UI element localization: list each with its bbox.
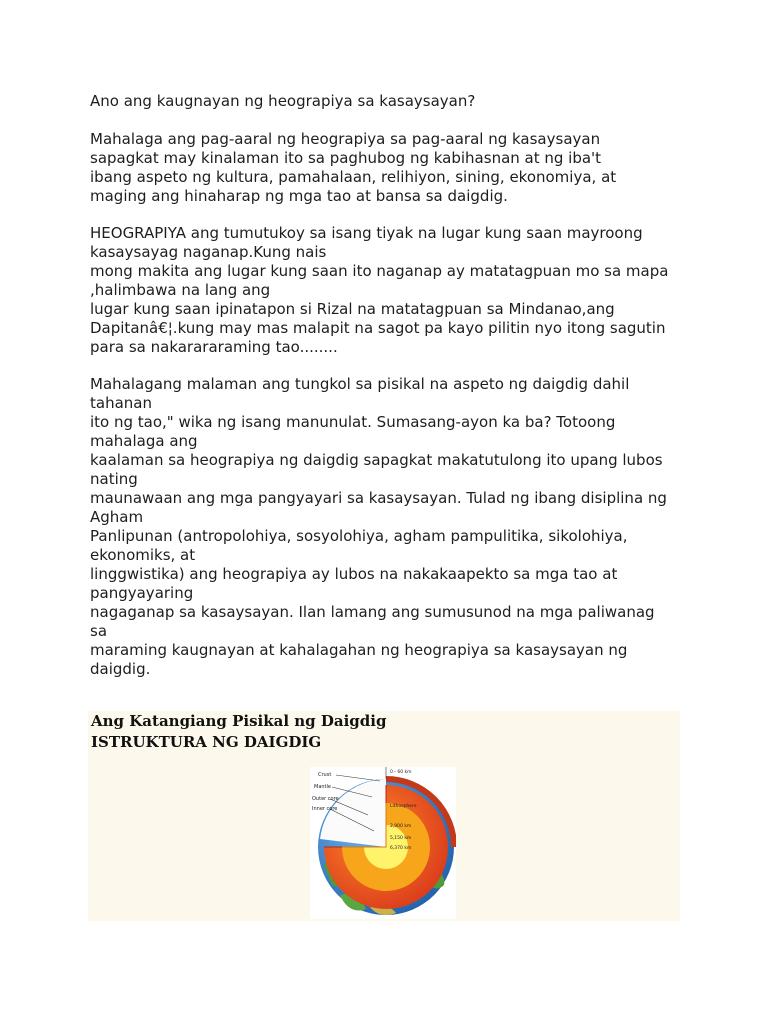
earth-cross-section-image xyxy=(310,767,456,919)
label-depth-outer: 2,900 km xyxy=(390,824,412,829)
paragraph-physical-aspect xyxy=(90,375,680,679)
earth-structure-figure xyxy=(88,711,680,921)
label-depth-crust: 0 - 60 km xyxy=(390,770,412,775)
text-line: mong makita ang lugar kung saan ito naganap ay matatagpuan mo sa mapa xyxy=(90,262,669,280)
text-line: mahalaga ang xyxy=(90,432,198,450)
figure-title: Ang Katangiang Pisikal ng Daigdig xyxy=(91,712,387,730)
text-line: tahanan xyxy=(90,394,152,412)
text-line: maunawaan ang mga pangyayari sa kasaysayan. Tulad ng ibang disiplina ng xyxy=(90,489,667,507)
text-line: ito ng tao," wika ng isang manunulat. Sumasang-ayon ka ba? Totoong xyxy=(90,413,616,431)
text-line: Mahalagang malaman ang tungkol sa pisikal na aspeto ng daigdig dahil xyxy=(90,375,630,393)
label-crust: Crust xyxy=(318,772,332,778)
figure-subtitle: ISTRUKTURA NG DAIGDIG xyxy=(91,733,322,751)
text-line: lugar kung saan ipinatapon si Rizal na matatagpuan sa Mindanao,ang xyxy=(90,300,615,318)
label-outer-core: Outer core xyxy=(312,796,339,802)
text-line: linggwistika) ang heograpiya ay lubos na nakakaapekto sa mga tao at xyxy=(90,565,618,583)
label-depth-inner: 5,150 km xyxy=(390,836,412,841)
label-depth-center: 6,370 km xyxy=(390,846,412,851)
text-line: Mahalaga ang pag-aaral ng heograpiya sa pag-aaral ng kasaysayan xyxy=(90,130,601,148)
text-line: Dapitanâ€¦.kung may mas malapit na sagot pa kayo pilitin nyo itong sagutin xyxy=(90,319,666,337)
text-line: maging ang hinaharap ng mga tao at bansa sa daigdig. xyxy=(90,187,508,205)
label-depth-mantle: Lithosphere xyxy=(390,804,417,809)
text-line: para sa nakarararaming tao........ xyxy=(90,338,338,356)
text-line: kasaysayag naganap.Kung nais xyxy=(90,243,327,261)
text-line: Agham xyxy=(90,508,144,526)
paragraph-importance xyxy=(90,130,680,206)
text-line: ekonomiks, at xyxy=(90,546,196,564)
text-line: ,halimbawa na lang ang xyxy=(90,281,271,299)
text-line: sapagkat may kinalaman ito sa paghubog ng kabihasnan at ng iba't xyxy=(90,149,602,167)
text-line: kaalaman sa heograpiya ng daigdig sapagkat makatutulong ito upang lubos xyxy=(90,451,663,469)
earth-cross-section-icon xyxy=(310,767,456,919)
text-line: nagaganap sa kasaysayan. Ilan lamang ang sumusunod na mga paliwanag xyxy=(90,603,655,621)
label-mantle: Mantle xyxy=(314,784,331,790)
text-line: HEOGRAPIYA ang tumutukoy sa isang tiyak na lugar kung saan mayroong xyxy=(90,224,643,242)
text-line: maraming kaugnayan at kahalagahan ng heograpiya sa kasaysayan ng xyxy=(90,641,628,659)
label-inner-core: Inner core xyxy=(312,806,338,812)
text-line: sa xyxy=(90,622,108,640)
text-line: pangyayaring xyxy=(90,584,194,602)
text-line: daigdig. xyxy=(90,660,151,678)
text-line: nating xyxy=(90,470,138,488)
question-text: Ano ang kaugnayan ng heograpiya sa kasaysayan? xyxy=(90,92,476,110)
paragraph-definition xyxy=(90,224,680,357)
text-line: Panlipunan (antropolohiya, sosyolohiya, agham pampulitika, sikolohiya, xyxy=(90,527,628,545)
text-line: ibang aspeto ng kultura, pamahalaan, relihiyon, sining, ekonomiya, at xyxy=(90,168,617,186)
question-heading xyxy=(90,92,680,111)
